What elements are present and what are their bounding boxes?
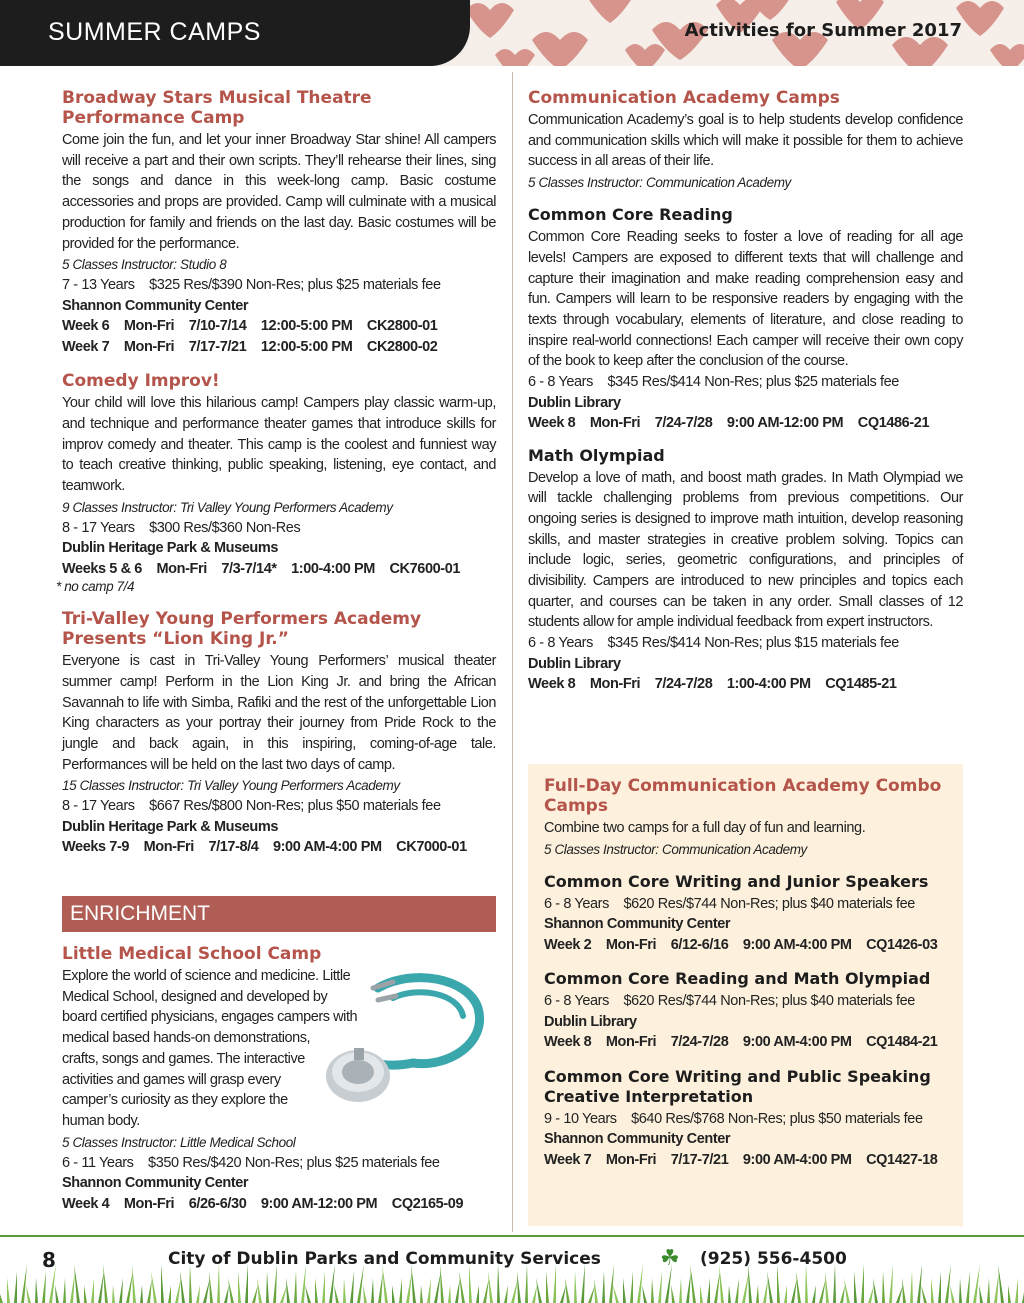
camp-title: Comedy Improv! <box>62 371 220 392</box>
camp-location: Shannon Community Center <box>62 1175 249 1192</box>
enrichment-banner <box>62 896 496 932</box>
combo-description: Combine two camps for a full day of fun and learning. <box>544 820 866 836</box>
page-number: 8 <box>42 1248 56 1272</box>
camp-ages-fees: 6 - 8 Years $345 Res/$414 Non-Res; plus $25 materials fee <box>528 374 899 391</box>
camp-title: Little Medical School Camp <box>62 944 322 964</box>
section-tab <box>0 0 470 66</box>
camp-title: Common Core Writing and Public Speaking Creative Interpretation <box>544 1066 931 1106</box>
section-title: SUMMER CAMPS <box>48 18 261 46</box>
footer-phone: (925) 556-4500 <box>700 1249 847 1269</box>
camp-description: Common Core Reading seeks to foster a love of reading for all age levels! Campers are exposed to different texts that will challenge and capture their imagination and make reading comprehension easy and fun. Campers will learn to be responsive readers by engaging with the texts through vocabulary, elements of literature, and close reading to inspire real-world connections! Each camper will receive their own copy of the book to keep after the conclusion of the course. <box>528 229 963 370</box>
camp-location: Dublin Library <box>528 655 621 672</box>
combo-title: Full-Day Communication Academy Combo Camps <box>544 776 942 816</box>
combo-meta: 5 Classes Instructor: Communication Academy <box>544 841 807 857</box>
right-column <box>528 88 963 695</box>
camp-session: Week 8 Mon-Fri 7/24-7/28 1:00-4:00 PM CQ1485-21 <box>528 676 897 693</box>
camp-location: Shannon Community Center <box>544 1131 731 1147</box>
camp-description: Develop a love of math, and boost math grades. In Math Olympiad we will tackle challenging problems from previous competitions. Our ongoing series is designed to improve math intuition, develop reasoning skills, and master strategies in creative problem solving. Topics can include logic, series, geometric configurations, and principles of divisibility. Campers are introduced to new principles and topics each quarter, and courses can be taken in any order. Small classes of 12 students allow for ample individual feedback from expert instructors. <box>528 469 963 631</box>
camp-meta: 5 Classes Instructor: Communication Academy <box>528 175 791 191</box>
camp-ages-fees: 6 - 11 Years $350 Res/$420 Non-Res; plus $25 materials fee <box>62 1154 440 1171</box>
camp-description: Everyone is cast in Tri-Valley Young Performers’ musical theater summer camp! Perform in the Lion King Jr. and bring the African Savannah to life with Simba, Rafiki and the rest of the unforgettable Lion King characters as your portray their journey from Pride Rock to the jungle and back again, in this inspiring, coming-of-age tale. Performances will be held on the last two days of camp. <box>62 653 496 773</box>
camp-meta: 5 Classes Instructor: Little Medical School <box>62 1134 296 1150</box>
camp-session: Week 8 Mon-Fri 7/24-7/28 9:00 AM-4:00 PM CQ1484-21 <box>544 1034 938 1050</box>
camp-session: Weeks 5 & 6 Mon-Fri 7/3-7/14* 1:00-4:00 PM CK7600-01 <box>62 560 461 577</box>
camp-session: Week 2 Mon-Fri 6/12-6/16 9:00 AM-4:00 PM CQ1426-03 <box>544 936 938 953</box>
camp-location: Dublin Library <box>544 1013 637 1030</box>
camp-session: Week 7 Mon-Fri 7/17-7/21 9:00 AM-4:00 PM CQ1427-18 <box>544 1151 938 1168</box>
camp-ages-fees: 6 - 8 Years $620 Res/$744 Non-Res; plus $40 materials fee <box>544 895 915 912</box>
footer-organization: City of Dublin Parks and Community Services <box>168 1249 601 1269</box>
camp-ages-fees: 8 - 17 Years $300 Res/$360 Non-Res <box>62 519 301 536</box>
left-column <box>56 88 496 858</box>
camp-title: Broadway Stars Musical Theatre Performance Camp <box>62 88 372 128</box>
camp-description-line: board certified physicians, engages campers with <box>62 1009 358 1026</box>
camp-title: Common Core Reading and Math Olympiad <box>544 969 931 988</box>
column-divider <box>512 72 513 1240</box>
camp-ages-fees: 6 - 8 Years $345 Res/$414 Non-Res; plus $15 materials fee <box>528 635 899 652</box>
camp-title: Common Core Reading <box>528 205 733 225</box>
camp-description-line: medical based hands-on demonstrations, <box>62 1030 311 1047</box>
camp-description: Communication Academy’s goal is to help students develop confidence and communication skills which will make it possible for them to achieve success in all areas of their life. <box>528 112 963 170</box>
camp-ages-fees: 6 - 8 Years $620 Res/$744 Non-Res; plus $40 materials fee <box>544 993 915 1009</box>
camp-ages-fees: 7 - 13 Years $325 Res/$390 Non-Res; plus $25 materials fee <box>62 277 441 294</box>
camp-location: Dublin Heritage Park & Museums <box>62 818 279 835</box>
camp-meta: 5 Classes Instructor: Studio 8 <box>62 257 227 273</box>
camp-note: * no camp 7/4 <box>56 579 135 595</box>
camp-description-line: Medical School, designed and developed by <box>62 988 328 1005</box>
header-subtitle: Activities for Summer 2017 <box>684 20 962 41</box>
camp-meta: 9 Classes Instructor: Tri Valley Young Performers Academy <box>62 499 393 515</box>
camp-ages-fees: 9 - 10 Years $640 Res/$768 Non-Res; plus $50 materials fee <box>544 1110 923 1127</box>
camp-description-line: activities and games will grasp every <box>62 1071 281 1088</box>
camp-location: Shannon Community Center <box>62 297 249 314</box>
shamrock-icon: ☘ <box>660 1245 680 1270</box>
camp-title: Common Core Writing and Junior Speakers <box>544 871 929 891</box>
stethoscope-image <box>318 968 498 1118</box>
camp-description-line: human body. <box>62 1112 140 1129</box>
camp-description: Come join the fun, and let your inner Broadway Star shine! All campers will receive a part and their own scripts. They’ll rehearse their lines, sing the songs and dance in this week-long camp. Basic costume accessories and props are provided. Camp will culminate with a musical production for family and friends on the last day. Basic costumes will be provided for the performance. <box>62 132 496 252</box>
page-header <box>0 0 1024 66</box>
combo-camps-box <box>528 764 963 1226</box>
camp-location: Dublin Library <box>528 394 621 411</box>
camp-title: Tri-Valley Young Performers Academy Presents “Lion King Jr.” <box>62 609 422 650</box>
camp-title: Math Olympiad <box>528 445 665 465</box>
camp-location: Shannon Community Center <box>544 916 731 932</box>
camp-meta: 15 Classes Instructor: Tri Valley Young Performers Academy <box>62 778 400 794</box>
camp-session: Week 6 Mon-Fri 7/10-7/14 12:00-5:00 PM CK2800-01 <box>62 318 438 335</box>
camp-description-line: crafts, songs and games. The interactive <box>62 1050 305 1067</box>
camp-session: Weeks 7-9 Mon-Fri 7/17-8/4 9:00 AM-4:00 PM CK7000-01 <box>62 839 467 856</box>
camp-ages-fees: 8 - 17 Years $667 Res/$800 Non-Res; plus $50 materials fee <box>62 798 441 815</box>
camp-title: Communication Academy Camps <box>528 88 840 108</box>
camp-description: Your child will love this hilarious camp! Campers play classic warm-up, and technique and performance theater games that introduce skills for improv comedy and theater. This camp is the coolest and funniest way to teach creative thinking, public speaking, listening, eye contact, and teamwork. <box>62 395 496 495</box>
camp-description-line: camper’s curiosity as they explore the <box>62 1092 288 1109</box>
camp-session: Week 7 Mon-Fri 7/17-7/21 12:00-5:00 PM CK2800-02 <box>62 338 438 355</box>
camp-session: Week 8 Mon-Fri 7/24-7/28 9:00 AM-12:00 PM CQ1486-21 <box>528 415 930 432</box>
camp-location: Dublin Heritage Park & Museums <box>62 540 279 557</box>
camp-description-line: Explore the world of science and medicine. Little <box>62 968 351 984</box>
enrichment-label: ENRICHMENT <box>70 902 210 925</box>
camp-session: Week 4 Mon-Fri 6/26-6/30 9:00 AM-12:00 PM CQ2165-09 <box>62 1195 464 1212</box>
